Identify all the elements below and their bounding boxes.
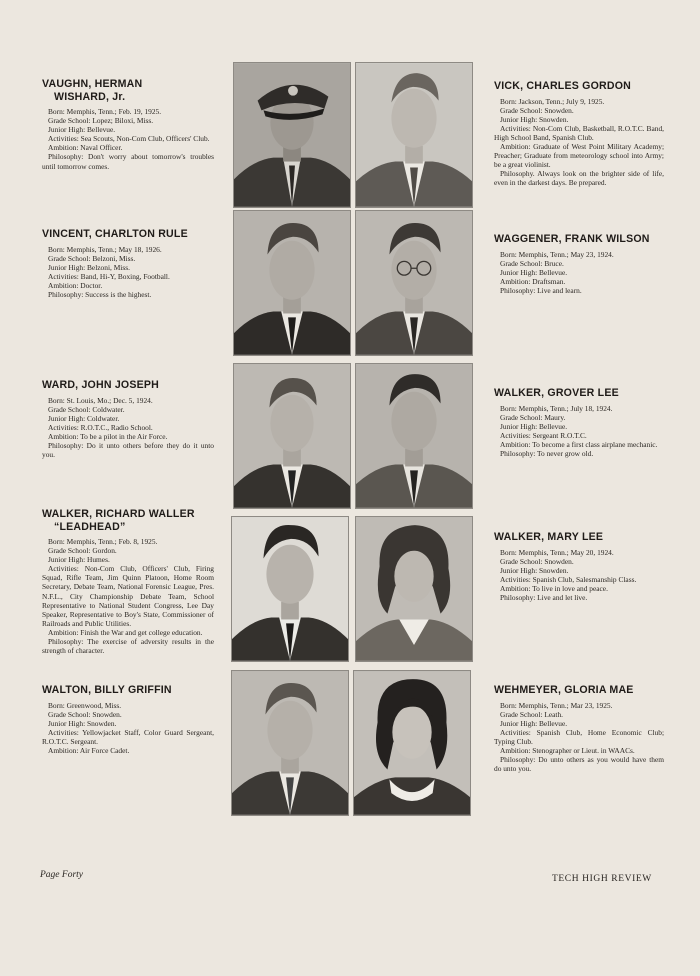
student-entry-ward bbox=[42, 379, 214, 459]
name-line-1: VICK, CHARLES GORDON bbox=[494, 80, 632, 92]
field-junior-high: Junior High: Snowden. bbox=[500, 565, 569, 575]
field-philosophy: Philosophy: The exercise of adversity results in the strength of character. bbox=[42, 637, 214, 656]
student-entry-walker-mary bbox=[494, 531, 664, 602]
name-line-1: WAGGENER, FRANK WILSON bbox=[494, 233, 650, 245]
field-ambition: Ambition: Graduate of West Point Military Academy; Preacher; Graduate from meteorology school into Army; be a great violinist. bbox=[494, 141, 664, 170]
student-entry-wehmeyer bbox=[494, 684, 664, 773]
name-line-1: WALTON, BILLY GRIFFIN bbox=[42, 684, 172, 696]
student-portrait-icon bbox=[232, 517, 348, 661]
field-ambition: Ambition: To be a pilot in the Air Force. bbox=[48, 431, 168, 441]
field-born: Born: Memphis, Tenn.; Mar 23, 1925. bbox=[500, 700, 613, 710]
field-activities: Activities: R.O.T.C., Radio School. bbox=[48, 422, 153, 432]
field-born: Born: Jackson, Tenn.; July 9, 1925. bbox=[500, 96, 605, 106]
field-grade-school: Grade School: Maury. bbox=[500, 412, 566, 422]
student-portrait-icon bbox=[356, 63, 472, 207]
field-activities: Activities: Spanish Club, Salesmanship Class. bbox=[500, 574, 637, 584]
student-entry-vincent bbox=[42, 228, 214, 299]
student-entry-vaughn bbox=[42, 78, 214, 171]
field-born: Born: Greenwood, Miss. bbox=[48, 700, 122, 710]
field-activities: Activities: Non-Com Club, Basketball, R.O.T.C. Band, High School Band, Spanish Club. bbox=[494, 123, 664, 142]
student-name bbox=[42, 228, 214, 241]
student-entry-walker-grover bbox=[494, 387, 664, 458]
field-born: Born: Memphis, Tenn.; May 20, 1924. bbox=[500, 547, 614, 557]
student-name bbox=[42, 78, 214, 103]
student-portrait-female-icon bbox=[356, 517, 472, 661]
field-activities: Activities: Spanish Club, Home Economic Club; Typing Club. bbox=[494, 727, 664, 746]
field-junior-high: Junior High: Bellevue. bbox=[500, 421, 568, 431]
field-philosophy: Philosophy: Do it unto others before they do it unto you. bbox=[42, 440, 214, 460]
student-name bbox=[494, 387, 664, 400]
student-portrait-icon bbox=[356, 364, 472, 508]
portrait-photo-vick bbox=[355, 62, 473, 208]
field-grade-school: Grade School: Lopez; Biloxi, Miss. bbox=[48, 116, 154, 126]
field-junior-high: Junior High: Bellevue. bbox=[500, 718, 568, 728]
name-line-1: VAUGHN, HERMAN bbox=[42, 78, 143, 90]
student-entry-waggener bbox=[494, 233, 664, 295]
name-line-1: WALKER, RICHARD WALLER bbox=[42, 508, 195, 520]
field-grade-school: Grade School: Coldwater. bbox=[48, 404, 125, 414]
field-ambition: Ambition: Air Force Cadet. bbox=[48, 745, 130, 755]
field-philosophy: Philosophy. Always look on the brighter side of life, even in the darkest days. Be prepared. bbox=[494, 169, 664, 188]
field-junior-high: Junior High: Humes. bbox=[48, 555, 110, 565]
field-ambition: Ambition: Doctor. bbox=[48, 280, 103, 290]
field-born: Born: Memphis, Tenn.; Feb. 8, 1925. bbox=[48, 537, 158, 546]
field-activities: Activities: Non-Com Club, Officers' Club, Firing Squad, Rifle Team, Jim Quinn Platoon, Home Room Secretary, Debate Team, National Forensic League, Pres. N.F.L., City Championship Debate Team, School Representative to National Student Congress, Lee Day Speaker, Representative to Boy's State, Commissioner of Railroads and Public Utilities. bbox=[42, 564, 214, 628]
page-number: Page Forty bbox=[40, 870, 84, 880]
field-ambition: Ambition: Finish the War and get college education. bbox=[48, 627, 203, 637]
field-philosophy: Philosophy: Don't worry about tomorrow's troubles until tomorrow comes. bbox=[42, 152, 214, 171]
portrait-photo-vincent bbox=[233, 210, 351, 356]
field-born: Born: Memphis, Tenn.; May 23, 1924. bbox=[500, 249, 614, 259]
field-activities: Activities: Band, Hi-Y, Boxing, Football. bbox=[48, 271, 170, 281]
portrait-photo-ward bbox=[233, 363, 351, 509]
field-activities: Activities: Sergeant R.O.T.C. bbox=[500, 430, 587, 440]
portrait-photo-walker-grover bbox=[355, 363, 473, 509]
field-born: Born: St. Louis, Mo.; Dec. 5, 1924. bbox=[48, 395, 153, 405]
field-activities: Activities: Yellowjacket Staff, Color Guard Sergeant, R.O.T.C. Sergeant. bbox=[42, 727, 214, 746]
student-name bbox=[494, 80, 664, 93]
field-born: Born: Memphis, Tenn.; Feb. 19, 1925. bbox=[48, 107, 162, 116]
field-activities: Activities: Sea Scouts, Non-Com Club, Officers' Club. bbox=[48, 134, 210, 144]
field-junior-high: Junior High: Belzoni, Miss. bbox=[48, 262, 130, 272]
field-grade-school: Grade School: Bruce. bbox=[500, 258, 564, 268]
student-portrait-icon bbox=[234, 211, 350, 355]
name-line-1: WALKER, MARY LEE bbox=[494, 531, 604, 543]
field-ambition: Ambition: Stenographer or Lieut. in WAACs. bbox=[500, 745, 635, 755]
cadet-portrait-icon bbox=[234, 63, 350, 207]
field-born: Born: Memphis, Tenn.; May 18, 1926. bbox=[48, 244, 162, 254]
field-grade-school: Grade School: Snowden. bbox=[500, 556, 574, 566]
name-line-1: WALKER, GROVER LEE bbox=[494, 387, 619, 399]
student-portrait-icon bbox=[232, 671, 348, 815]
student-entry-walker-richard bbox=[42, 508, 214, 655]
field-philosophy: Philosophy: Live and learn. bbox=[500, 285, 582, 295]
name-line-1: VINCENT, CHARLTON RULE bbox=[42, 228, 188, 240]
name-line-2: WISHARD, Jr. bbox=[54, 90, 126, 103]
field-ambition: Ambition: Draftsman. bbox=[500, 276, 566, 286]
portrait-photo-walker-richard bbox=[231, 516, 349, 662]
student-name bbox=[42, 508, 214, 533]
portrait-photo-walton bbox=[231, 670, 349, 816]
student-portrait-icon bbox=[234, 364, 350, 508]
field-philosophy: Philosophy: To never grow old. bbox=[500, 448, 594, 458]
field-philosophy: Philosophy: Success is the highest. bbox=[48, 289, 152, 299]
student-name bbox=[42, 379, 214, 392]
student-entry-walton bbox=[42, 684, 214, 755]
name-line-1: WARD, JOHN JOSEPH bbox=[42, 379, 160, 391]
field-grade-school: Grade School: Snowden. bbox=[500, 105, 574, 115]
field-ambition: Ambition: To become a first class airplane mechanic. bbox=[500, 439, 658, 449]
field-grade-school: Grade School: Snowden. bbox=[48, 709, 122, 719]
student-name bbox=[494, 233, 664, 246]
field-junior-high: Junior High: Bellevue. bbox=[500, 267, 568, 277]
field-philosophy: Philosophy: Do unto others as you would have them do unto you. bbox=[494, 755, 664, 774]
name-line-1: WEHMEYER, GLORIA MAE bbox=[494, 684, 634, 696]
student-entry-vick bbox=[494, 80, 664, 187]
field-junior-high: Junior High: Snowden. bbox=[500, 114, 569, 124]
field-grade-school: Grade School: Leath. bbox=[500, 709, 564, 719]
field-junior-high: Junior High: Bellevue. bbox=[48, 125, 116, 135]
name-line-2: “LEADHEAD” bbox=[54, 520, 126, 533]
field-born: Born: Memphis, Tenn.; July 18, 1924. bbox=[500, 403, 613, 413]
portrait-photo-walker-mary bbox=[355, 516, 473, 662]
field-philosophy: Philosophy: Live and let live. bbox=[500, 592, 588, 602]
student-name bbox=[494, 684, 664, 697]
student-portrait-glasses-icon bbox=[356, 211, 472, 355]
portrait-photo-waggener bbox=[355, 210, 473, 356]
field-grade-school: Grade School: Belzoni, Miss. bbox=[48, 253, 136, 263]
student-name bbox=[494, 531, 664, 544]
student-portrait-female-icon bbox=[354, 671, 470, 815]
portrait-photo-vaughn bbox=[233, 62, 351, 208]
field-junior-high: Junior High: Snowden. bbox=[48, 718, 117, 728]
field-ambition: Ambition: Naval Officer. bbox=[48, 143, 123, 153]
field-junior-high: Junior High: Coldwater. bbox=[48, 413, 120, 423]
field-grade-school: Grade School: Gordon. bbox=[48, 546, 117, 556]
publication-title: TECH HIGH REVIEW bbox=[552, 874, 652, 884]
field-ambition: Ambition: To live in love and peace. bbox=[500, 583, 608, 593]
student-name bbox=[42, 684, 214, 697]
portrait-photo-wehmeyer bbox=[353, 670, 471, 816]
